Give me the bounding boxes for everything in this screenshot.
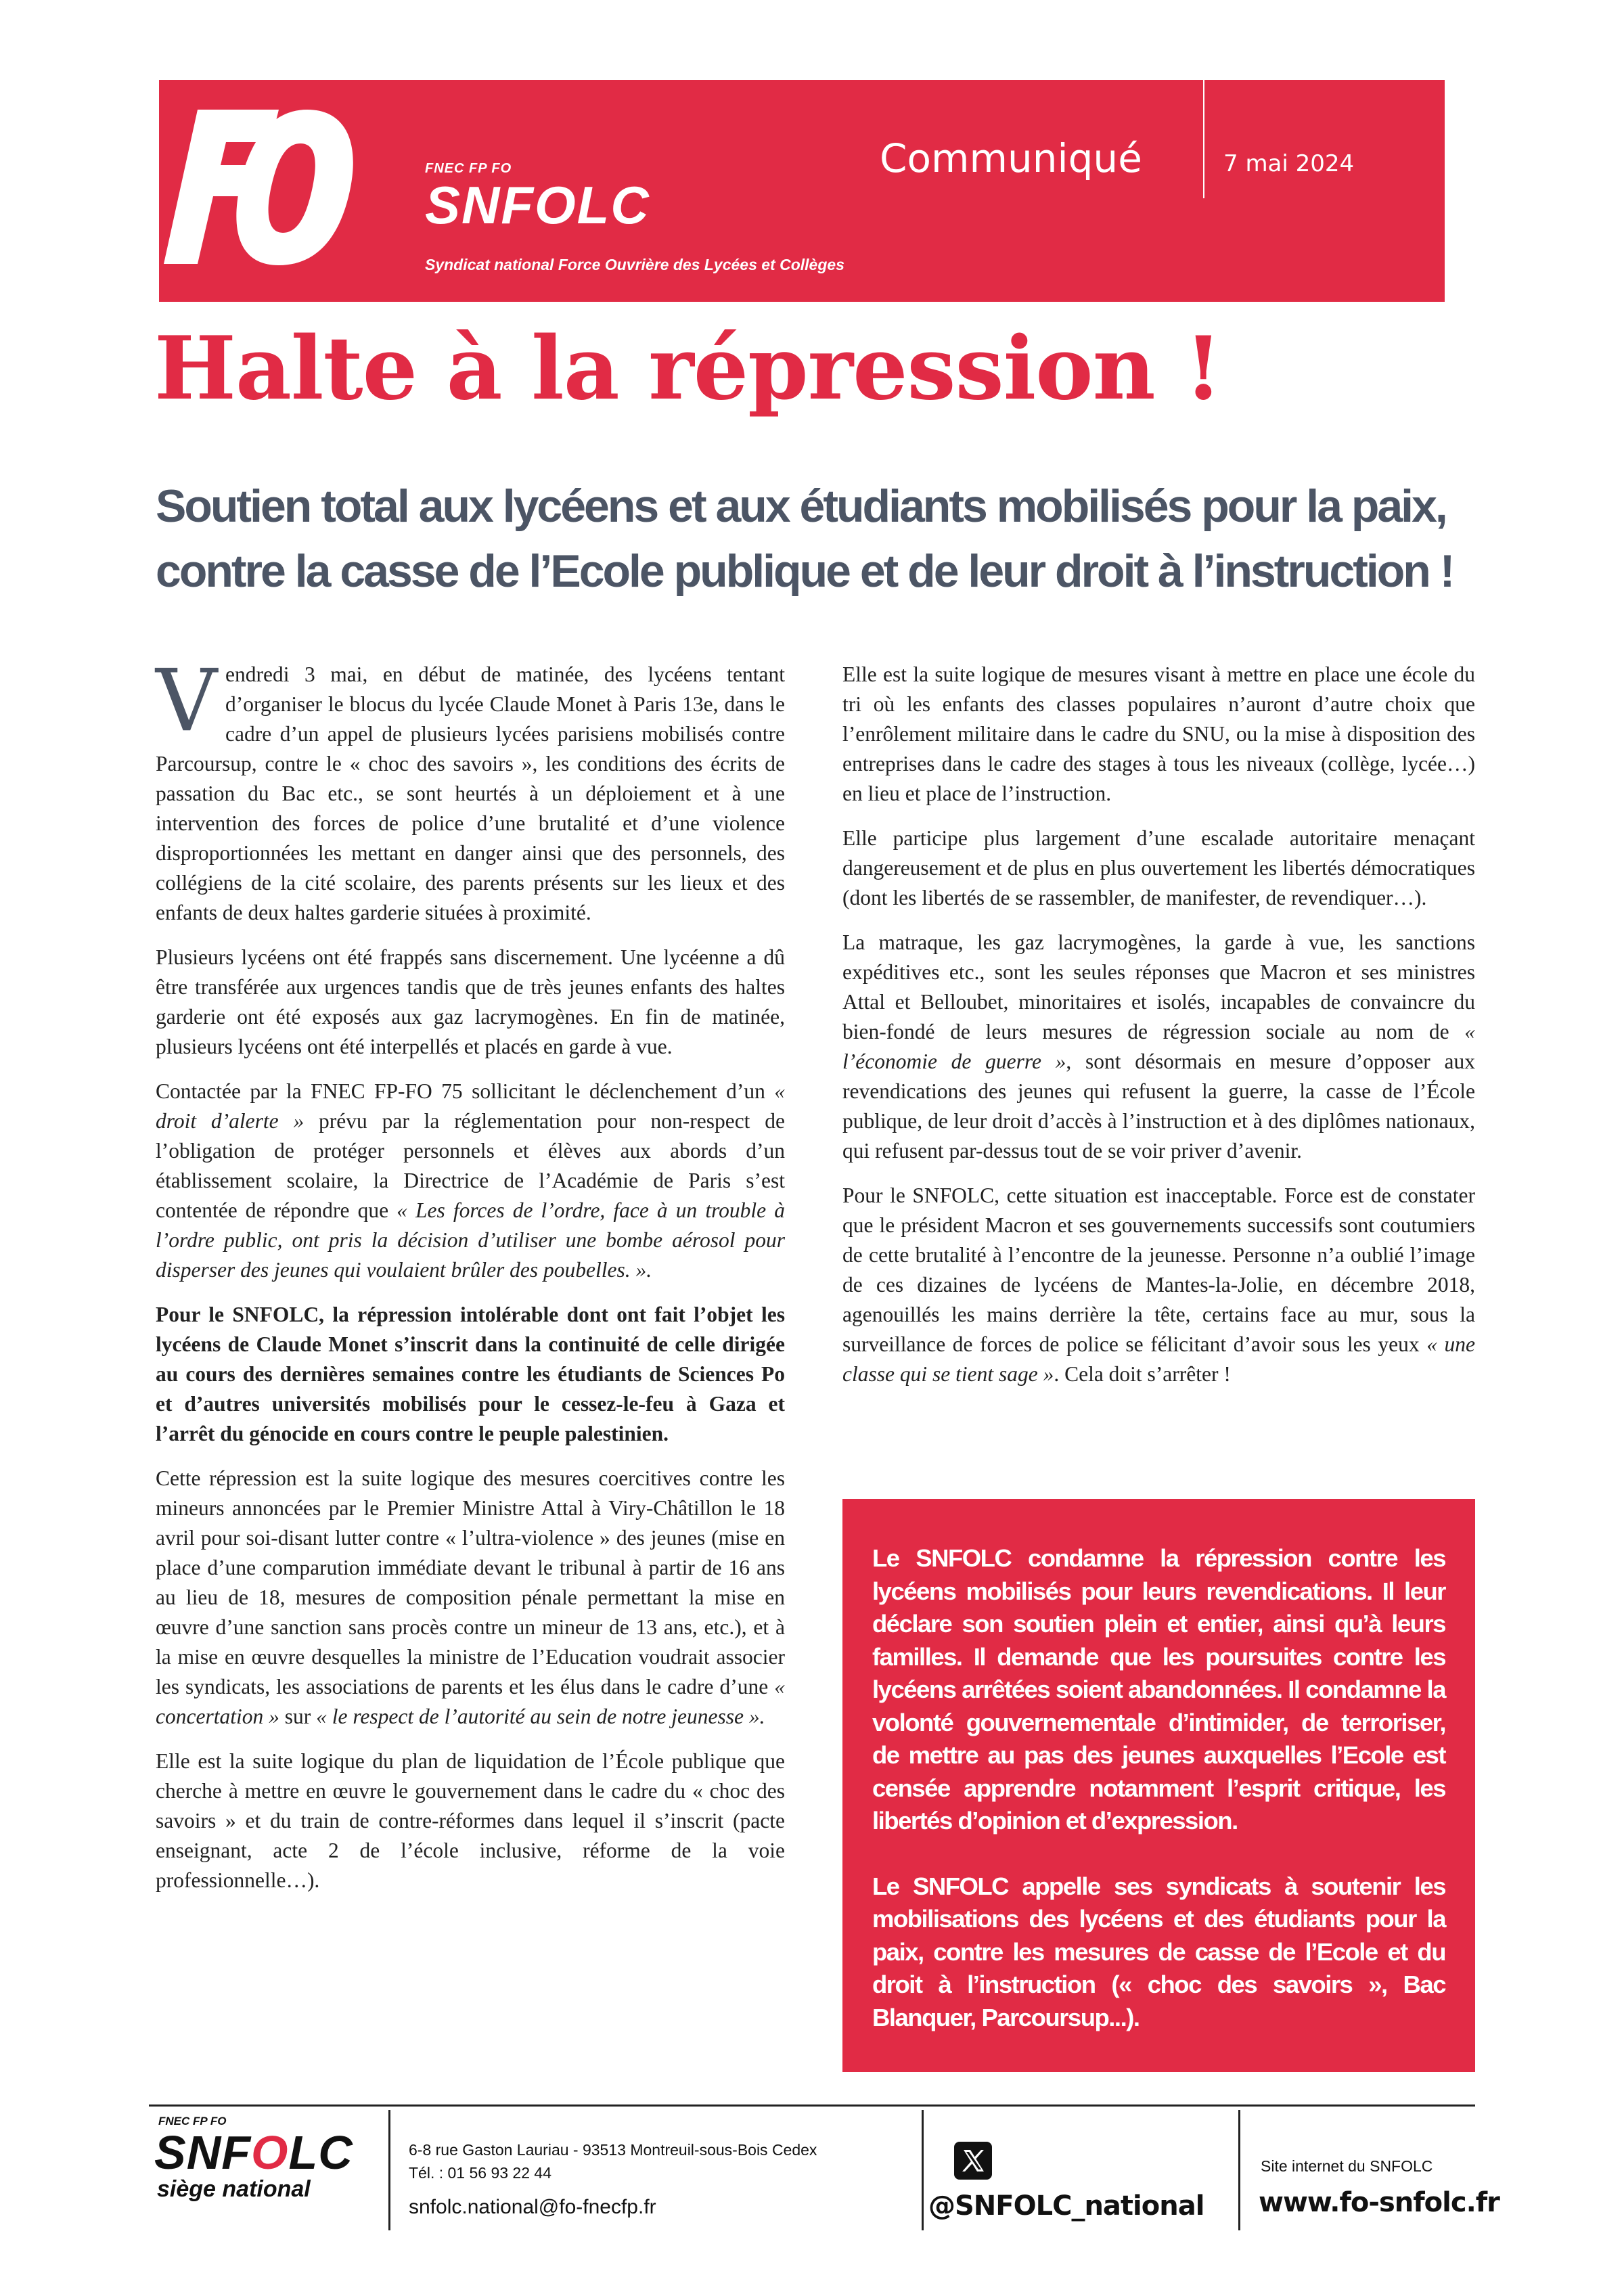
footer-brand-part: O (251, 2126, 289, 2179)
site-label: Site internet du SNFOLC (1261, 2157, 1433, 2175)
paragraph: Elle est la suite logique de mesures visant à mettre en place une école du tri où les enfants des classes populaires n’auront d’autre choix que l’enrôlement militaire dans le cadre du SNU, ou la mise à disposition des entreprises dans le cadre des stages à tous les niveaux (collège, lycée…) en lieu et place de l’instruction. (842, 662, 1475, 805)
x-handle-link[interactable]: @SNFOLC_national (928, 2190, 1204, 2222)
footer-contact (409, 2138, 817, 2184)
callout-box (842, 1499, 1475, 2072)
paragraph (156, 651, 785, 928)
paragraph-text: Pour le SNFOLC, cette situation est inacceptable. Force est de constater que le président Macron et ses gouvernements successifs sont coutumiers de cette brutalité à l’encontre de la jeunesse. Personne n’a oublié l’image de ces dizaines de lycéens de Mantes-la-Jolie, en décembre 2018, agenouillés les mains derrière la tête, certains face au mur, sous la surveillance de forces de police se félicitant d’avoir sous les yeux (842, 1184, 1475, 1356)
paragraph-text: , sont désormais en mesure d’opposer aux revendications des jeunes qui refusent la guerre, la casse de l’École publique, de leur droit d’accès à l’instruction et à des diplômes nationaux, qui refusent par-dessus tout de se voir priver d’avenir. (842, 1050, 1475, 1163)
left-column (156, 651, 785, 1910)
doc-type: Communiqué (880, 135, 1142, 181)
callout-paragraph: Le SNFOLC condamne la répression contre les lycéens mobilisés pour leurs revendications. Il leur déclare son soutien plein et entier, ainsi qu’à leurs familles. Il demande que les poursuites contre les lycéens arrêtées soient abandonnées. Il condamne la volonté gouvernementale d’intimider, de terroriser, de mettre au pas des jeunes auxquelles l’Ecole est censée apprendre notamment l’esprit critique, les libertés d’opinion et d’expression. (872, 1544, 1445, 1834)
page-subtitle (156, 474, 1509, 604)
brand-small: FNEC FP FO (425, 161, 512, 176)
paragraph (156, 1464, 785, 1732)
header-divider (1203, 80, 1204, 198)
paragraph-text: Contactée par la FNEC FP-FO 75 sollicitant le déclenchement d’un (156, 1079, 775, 1103)
brand-subtitle: Syndicat national Force Ouvrière des Lycées et Collèges (425, 256, 844, 273)
paragraph (842, 928, 1475, 1166)
paragraph-text: La matraque, les gaz lacrymogènes, la garde à vue, les sanctions expéditives etc., sont les seules réponses que Macron et ses ministres Attal et Belloubet, minoritaires et isolés, incapables de convaincre du bien-fondé de leurs mesures de régression sociale au nom de (842, 930, 1475, 1043)
bold-paragraph: Pour le SNFOLC, la répression intolérable dont ont fait l’objet les lycéens de Claude Monet s’inscrit dans la continuité de celle dirigée au cours des dernières semaines contre les étudiants de Sciences Po et d’autres universités mobilisés pour le cessez-le-feu à Gaza et l’arrêt du génocide en cours contre le peuple palestinien. (156, 1303, 785, 1445)
drop-cap: V (156, 651, 217, 750)
x-twitter-icon[interactable] (954, 2142, 992, 2180)
footer-phone: Tél. : 01 56 93 22 44 (409, 2164, 551, 2182)
quote: « l’économie de guerre » (842, 1020, 1475, 1073)
callout-paragraph: Le SNFOLC appelle ses syndicats à soutenir les mobilisations des lycéens et des étudiants pour la paix, contre les mesures de casse de l’Ecole et du droit à l’instruction (« choc des savoirs », Bac Blanquer, Parcoursup...). (872, 1872, 1445, 2031)
paragraph (842, 1181, 1475, 1389)
paragraph: Plusieurs lycéens ont été frappés sans discernement. Une lycéenne a dû être transférée aux urgences tandis que de très jeunes enfants des haltes garderie ont été exposés aux gaz lacrymogènes. En fin de matinée, plusieurs lycéens ont été interpellés et placés en garde à vue. (156, 945, 785, 1058)
footer-divider (149, 2104, 1475, 2107)
paragraph-text: prévu par la réglementation pour non-respect de l’obligation de protéger personnels et élèves aux abords d’un établissement scolaire, la Directrice de l’Académie de Paris s’est contentée de répondre que (156, 1109, 785, 1222)
footer-brand-part: SNF (154, 2126, 251, 2179)
quote: « une classe qui se tient sage » (842, 1332, 1475, 1386)
subtitle-line-2: contre la casse de l’Ecole publique et de leur droit à l’instruction ! (156, 545, 1453, 597)
site-url-link[interactable]: www.fo-snfolc.fr (1259, 2187, 1499, 2218)
right-column (842, 660, 1475, 1404)
brand-block (425, 161, 650, 235)
quote: « droit d’alerte » (156, 1079, 785, 1133)
quote: « concertation » (156, 1675, 785, 1728)
quote: « le respect de l’autorité au sein de notre jeunesse ». (316, 1705, 765, 1728)
paragraph: Elle est la suite logique du plan de liquidation de l’École publique que cherche à mettre en œuvre le gouvernement dans le cadre du « choc des savoirs » et du train de contre-réformes dans lequel il s’inscrit (pacte enseignant, acte 2 de l’école inclusive, réforme de la voie professionnelle…). (156, 1749, 785, 1892)
paragraph-text: Cette répression est la suite logique des mesures coercitives contre les mineurs annoncées par le Premier Ministre Attal à Viry-Châtillon le 18 avril pour soi-disant lutter contre « l’ultra-violence » des jeunes (mise en place d’une comparution immédiate devant le tribunal à partir de 16 ans au lieu de 18, mesures de composition pénale permettant la mise en œuvre d’une sanction sans procès contre un mineur de 13 ans, etc.), et à la mise en œuvre desquelles la ministre de l’Education voudrait associer les syndicats, les associations de parents et les élus dans le cadre d’une (156, 1466, 785, 1698)
doc-date: 7 mai 2024 (1223, 150, 1355, 177)
footer-separator (388, 2110, 390, 2230)
footer-brand-part: LC (288, 2126, 353, 2179)
footer-brand (154, 2115, 353, 2201)
footer-brand-name (154, 2128, 353, 2177)
footer-email[interactable]: snfolc.national@fo-fnecfp.fr (409, 2196, 656, 2218)
paragraph-text: . Cela doit s’arrêter ! (1054, 1362, 1231, 1386)
paragraph (156, 1077, 785, 1285)
footer-separator (922, 2110, 924, 2230)
footer-address: 6-8 rue Gaston Lauriau - 93513 Montreuil-sous-Bois Cedex (409, 2141, 817, 2159)
paragraph: Elle participe plus largement d’une escalade autoritaire menaçant dangereusement et de plus en plus ouvertement les libertés démocratiques (dont les libertés de se rassembler, de manifester, de revendiquer…). (842, 826, 1475, 909)
paragraph-text: endredi 3 mai, en début de matinée, des lycéens tentant d’organiser le blocus du lycée Claude Monet à Paris 13e, dans le cadre d’un appel de plusieurs lycées parisiens mobilisés contre Parcoursup, contre le « choc des savoirs », les conditions des écrits de passation du Bac etc., se sont heurtés à un déploiement et à une intervention des forces de police d’une brutalité et d’une violence disproportionnées les mettant en danger ainsi que des personnels, des collégiens de la cité scolaire, des parents présents sur les lieux et des enfants de deux haltes garderie situées à proximité. (156, 662, 785, 924)
footer-brand-small: FNEC FP FO (158, 2115, 227, 2128)
subtitle-line-1: Soutien total aux lycéens et aux étudiants mobilisés pour la paix, (156, 480, 1446, 532)
brand-name: SNFOLC (425, 175, 650, 235)
paragraph-text: sur (279, 1705, 317, 1728)
footer-brand-sub: siège national (157, 2176, 311, 2202)
fo-logo-icon (150, 83, 365, 298)
quote: « Les forces de l’ordre, face à un trouble à l’ordre public, ont pris la décision d’utiliser une bombe aérosol pour disperser des jeunes qui voulaient brûler des poubelles. ». (156, 1198, 785, 1282)
page-title: Halte à la répression ! (154, 318, 1222, 420)
footer-separator (1238, 2110, 1240, 2230)
